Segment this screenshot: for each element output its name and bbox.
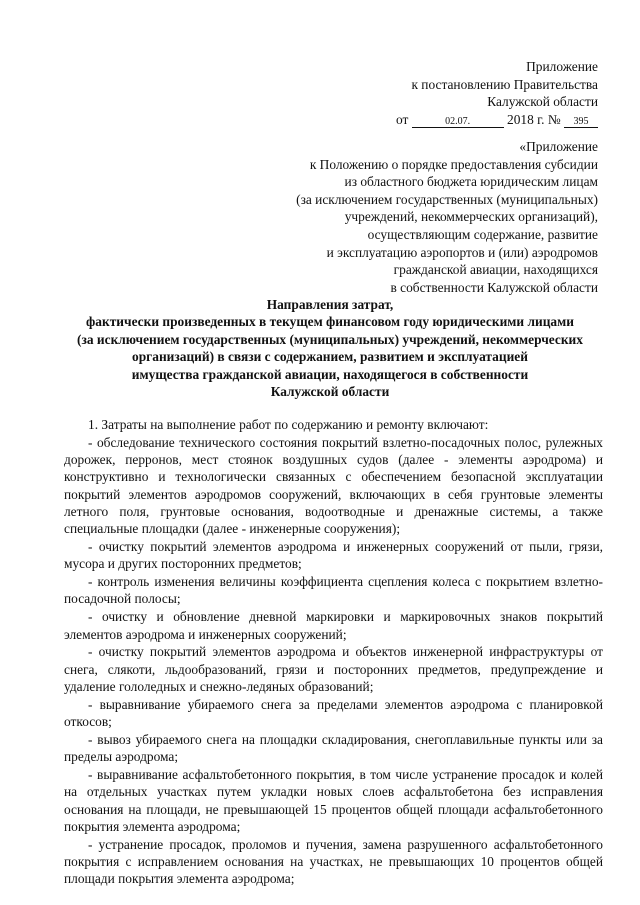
list-item: - очистку покрытий элементов аэродрома и объектов инженерной инфраструктуры от снега, слякоти, льдообразований, грязи и посторонних предметов, предупреждение и удаление гололедных и снежно-ледяных образований; — [64, 644, 603, 694]
number-label: № — [547, 111, 561, 127]
list-item: - очистку покрытий элементов аэродрома и инженерных сооружений от пыли, грязи, мусора и других посторонних предметов; — [64, 539, 603, 572]
regulation-header — [296, 138, 598, 296]
regulation-line: учреждений, некоммерческих организаций), — [344, 209, 598, 225]
regulation-line: (за исключением государственных (муниципальных) — [296, 191, 598, 207]
list-item: - устранение просадок, проломов и пучения, замена разрушенного асфальтобетонного покрытия с исправлением основания на участках, не превышающих 10 процентов общей площади покрытия элемента аэродрома; — [64, 836, 603, 887]
appendix-header — [396, 58, 598, 128]
document-title — [60, 296, 600, 400]
decree-number: 395 — [564, 116, 598, 128]
appendix-title: Приложение — [526, 59, 598, 74]
title-line: фактически произведенных в текущем финансовом году юридическими лицами — [86, 314, 574, 330]
decree-year: 2018 г. — [507, 111, 545, 127]
regulation-line: гражданской авиации, находящихся — [393, 262, 598, 278]
list-item: - контроль изменения величины коэффициента сцепления колеса с покрытием взлетно-посадочной полосы; — [64, 574, 603, 607]
title-line: имущества гражданской авиации, находящегося в собственности — [131, 366, 529, 382]
regulation-line: осуществляющим содержание, развитие — [367, 226, 598, 242]
regulation-line: и эксплуатацию аэропортов и (или) аэродромов — [326, 244, 598, 260]
title-line: (за исключением государственных (муниципальных) учреждений, некоммерческих — [77, 331, 583, 347]
list-item: - обследование технического состояния покрытий взлетно-посадочных полос, рулежных дорожек, перронов, мест стоянок воздушных судов (далее - элементы аэродрома) и конструктивно и технологически связанных с обеспечением безопасной эксплуатации покрытий элементов аэродромов сооружений, включающих в себя грунтовые элементы летного поля, грунтовые основания, водоотводные и дренажные системы, а также специальные площадки (далее - инженерные сооружения); — [64, 434, 603, 537]
item-1-heading: 1. Затраты на выполнение работ по содержанию и ремонту включают: — [88, 417, 489, 432]
decree-date: 02.07. — [412, 116, 504, 128]
regulation-line: к Положению о порядке предоставления субсидии — [309, 156, 598, 172]
title-line: Направления затрат, — [266, 297, 394, 312]
regulation-line: из областного бюджета юридическим лицам — [344, 174, 598, 190]
regulation-line: «Приложение — [519, 139, 598, 154]
list-item: - выравнивание асфальтобетонного покрытия, в том числе устранение просадок и колей на отдельных участках путем укладки новых слоев асфальтобетона без исправления основания на площади, не превышающей 15 процентов общей площади асфальтобетонного покрытия элемента аэродрома; — [64, 766, 603, 834]
title-line: Калужской области — [270, 384, 390, 400]
document-body — [64, 416, 603, 888]
list-item: - вывоз убираемого снега на площадки складирования, снегоплавильные пункты или за пределы аэродрома; — [64, 731, 603, 765]
regulation-line: в собственности Калужской области — [390, 279, 598, 295]
decree-date-line — [396, 111, 598, 129]
appendix-line-1: к постановлению Правительства — [411, 76, 598, 92]
list-item: - очистку и обновление дневной маркировки и маркировочных знаков покрытий элементов аэродрома и инженерных сооружений; — [64, 609, 603, 642]
title-line: организаций) в связи с содержанием, развитием и эксплуатацией — [132, 349, 528, 365]
list-item: - выравнивание убираемого снега за пределами элементов аэродрома с планировкой откосов; — [64, 696, 603, 730]
from-label: от — [395, 111, 409, 127]
appendix-line-2: Калужской области — [487, 94, 598, 110]
